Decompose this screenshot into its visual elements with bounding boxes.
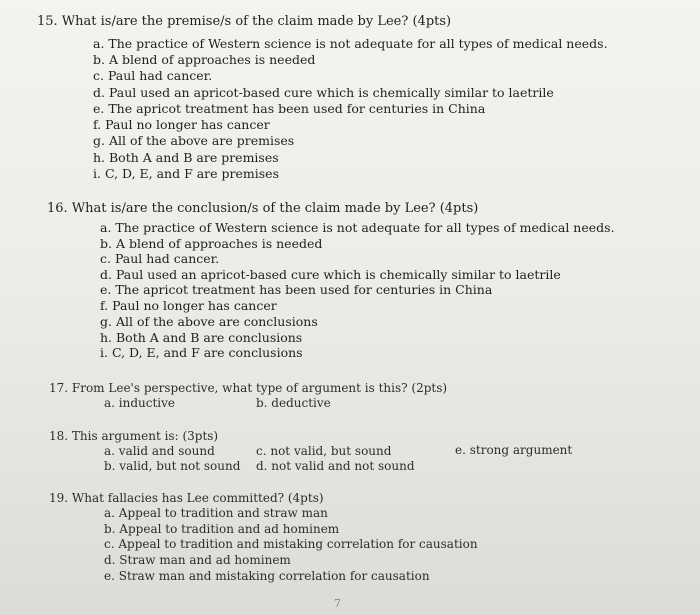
q16-option-i: i. C, D, E, and F are conclusions	[100, 345, 303, 360]
q15-option-g: g. All of the above are premises	[93, 133, 295, 148]
q15-option-f: f. Paul no longer has cancer	[93, 117, 270, 132]
q19-option-c: c. Appeal to tradition and mistaking correlation for causation	[104, 537, 478, 551]
q18-option-e: e. strong argument	[455, 443, 573, 457]
q16-option-a: a. The practice of Western science is not adequate for all types of medical needs.	[100, 220, 615, 235]
q16-option-e: e. The apricot treatment has been used for centuries in China	[100, 282, 493, 297]
q16-option-f: f. Paul no longer has cancer	[100, 298, 277, 313]
q16-option-g: g. All of the above are conclusions	[100, 314, 318, 329]
q15-option-d: d. Paul used an apricot-based cure which is chemically similar to laetrile	[93, 85, 554, 100]
q18-option-a: a. valid and sound	[104, 444, 215, 458]
q17-option-a: a. inductive	[104, 396, 176, 410]
q15-option-c: c. Paul had cancer.	[93, 68, 213, 83]
q17-option-b: b. deductive	[256, 396, 331, 410]
q16-question: 16. What is/are the conclusion/s of the claim made by Lee? (4pts)	[47, 201, 479, 216]
q15-option-b: b. A blend of approaches is needed	[93, 52, 316, 67]
q18-option-d: d. not valid and not sound	[256, 459, 415, 473]
q15-option-e: e. The apricot treatment has been used for centuries in China	[93, 101, 486, 116]
q17-question: 17. From Lee's perspective, what type of argument is this? (2pts)	[49, 381, 448, 395]
q15-option-i: i. C, D, E, and F are premises	[93, 166, 279, 181]
q18-question: 18. This argument is: (3pts)	[49, 429, 219, 443]
q16-option-b: b. A blend of approaches is needed	[100, 236, 323, 251]
q18-option-c: c. not valid, but sound	[256, 444, 392, 458]
q15-question: 15. What is/are the premise/s of the claim made by Lee? (4pts)	[37, 14, 452, 29]
q19-option-e: e. Straw man and mistaking correlation for causation	[104, 569, 430, 583]
q15-option-h: h. Both A and B are premises	[93, 150, 279, 165]
q16-option-d: d. Paul used an apricot-based cure which is chemically similar to laetrile	[100, 267, 561, 282]
q19-option-a: a. Appeal to tradition and straw man	[104, 506, 328, 520]
q15-option-a: a. The practice of Western science is not adequate for all types of medical needs.	[93, 36, 608, 51]
q16-option-h: h. Both A and B are conclusions	[100, 330, 303, 345]
q19-option-b: b. Appeal to tradition and ad hominem	[104, 522, 340, 536]
q19-option-d: d. Straw man and ad hominem	[104, 553, 291, 567]
q18-option-b: b. valid, but not sound	[104, 459, 241, 473]
q16-option-c: c. Paul had cancer.	[100, 251, 220, 266]
page-number: 7	[334, 597, 341, 610]
q19-question: 19. What fallacies has Lee committed? (4pts)	[49, 491, 324, 505]
